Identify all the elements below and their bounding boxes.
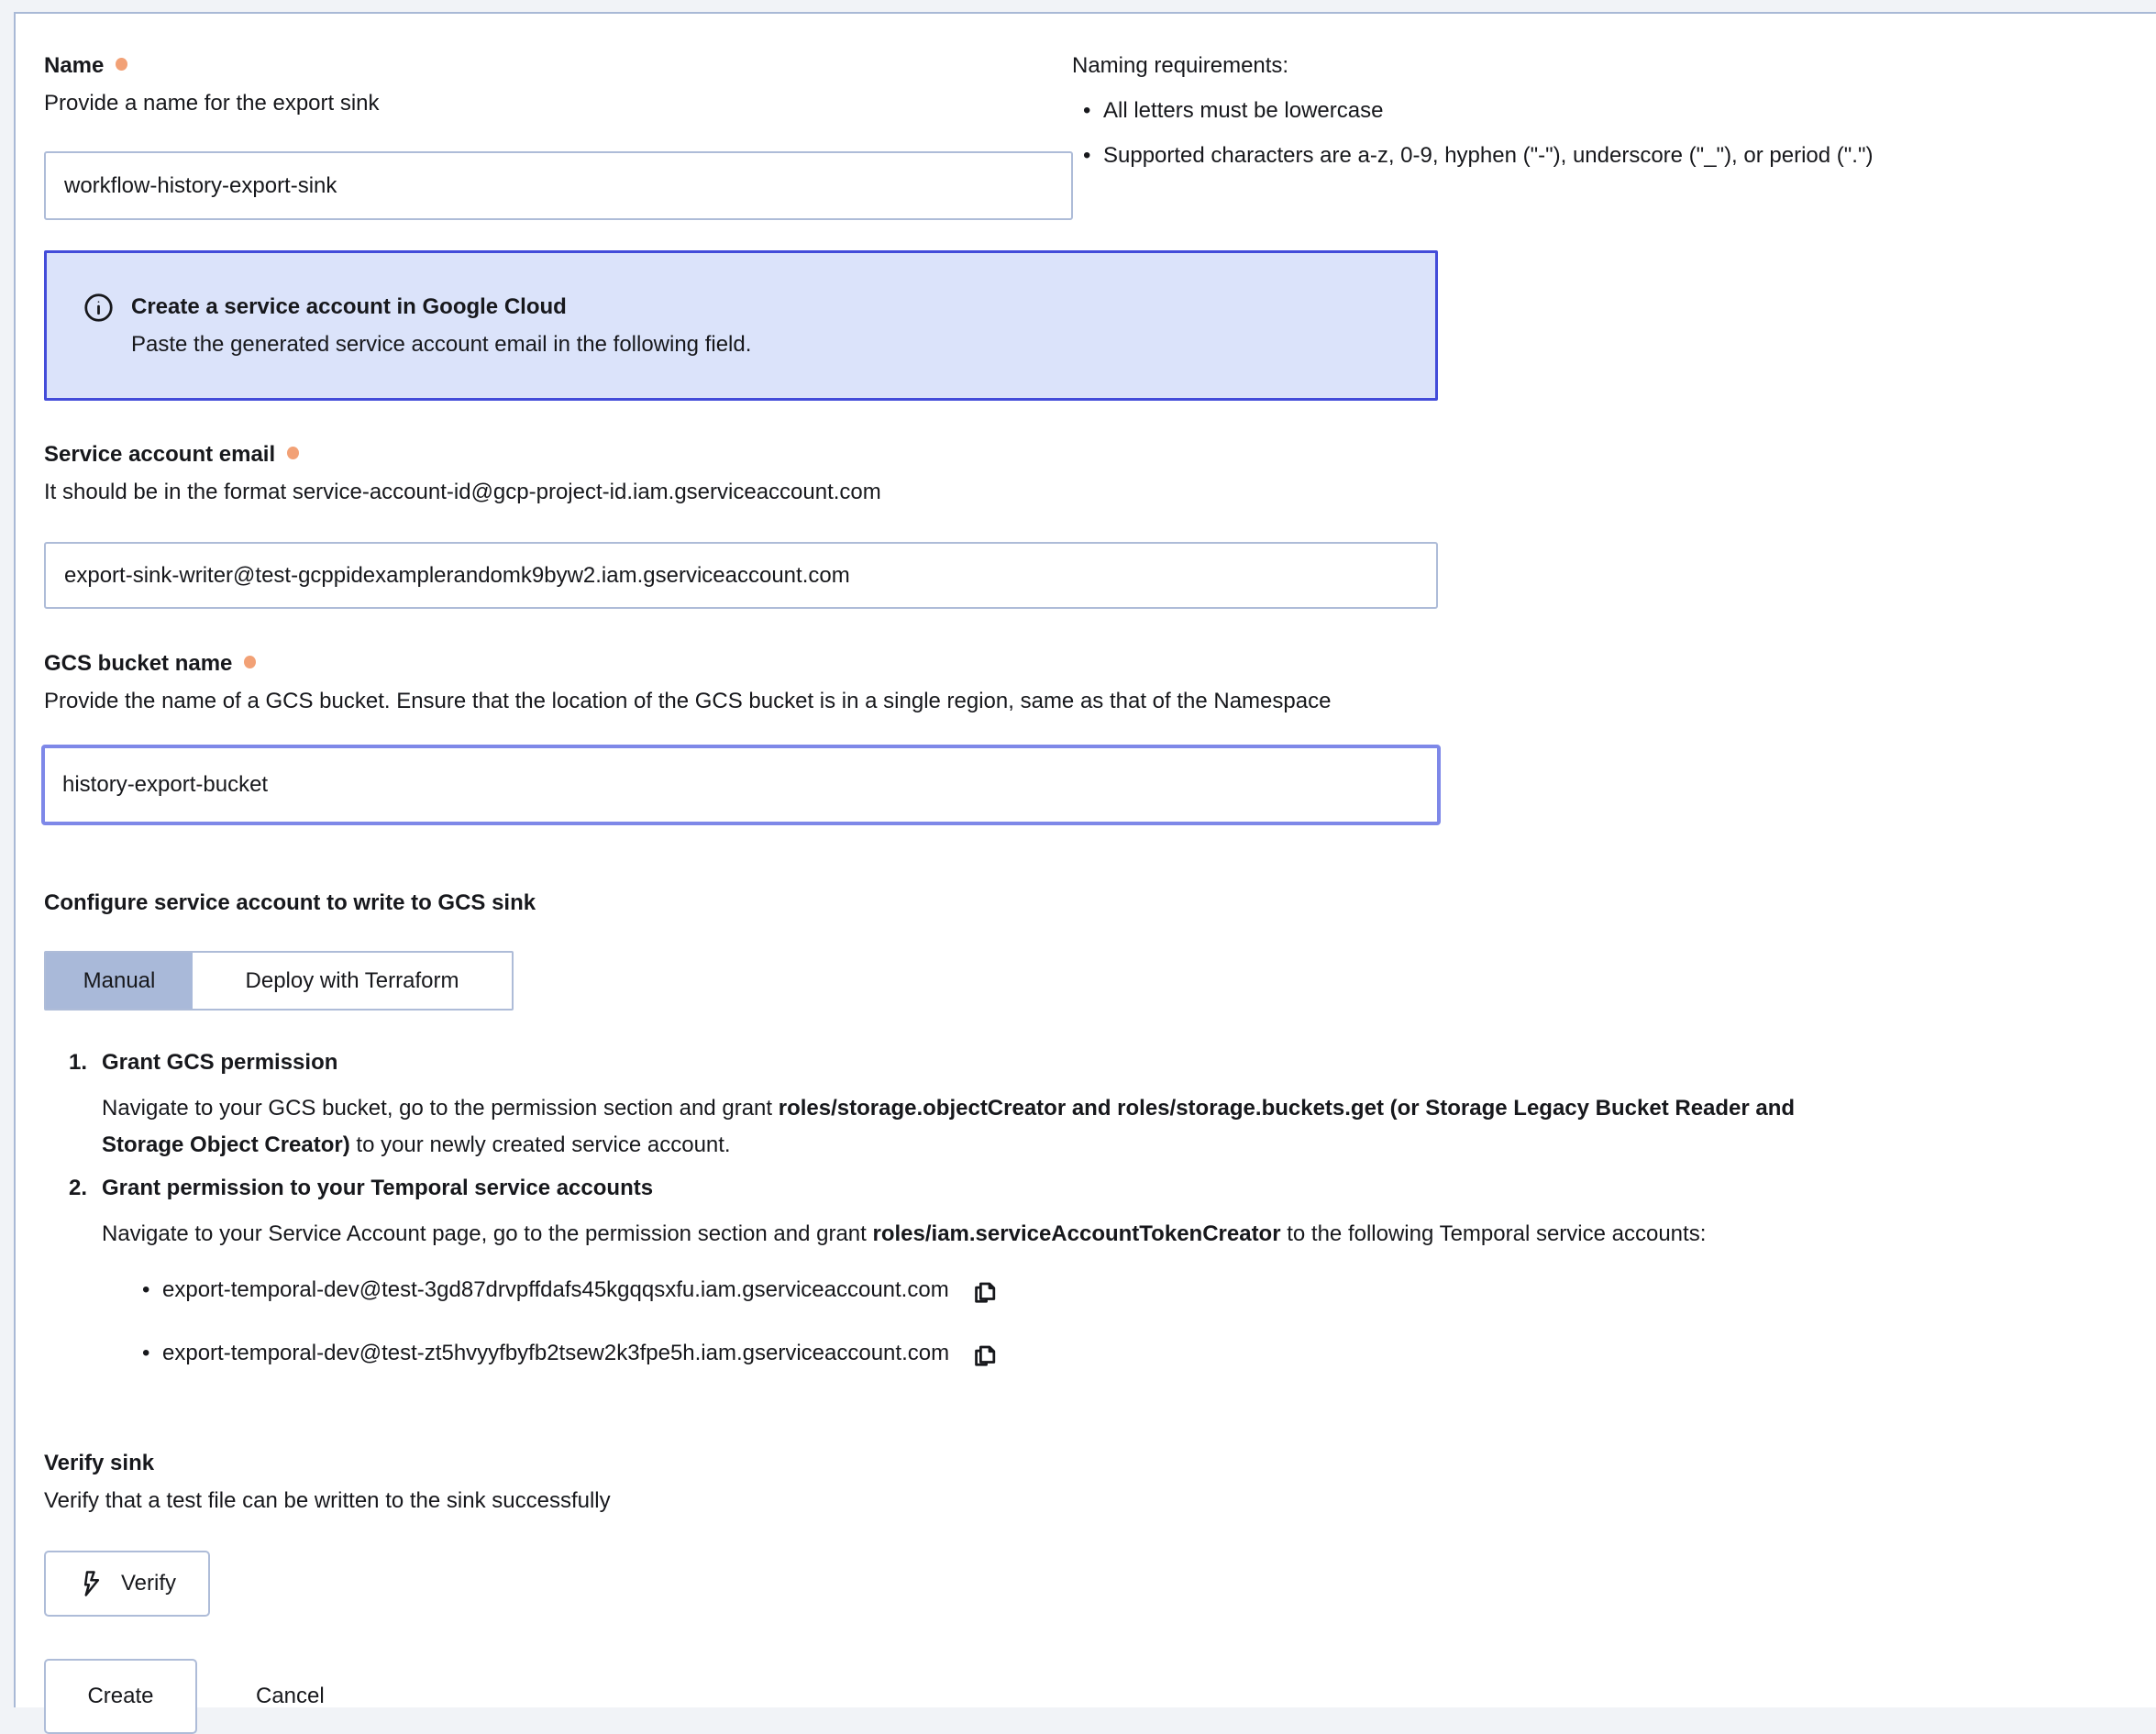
tab-deploy-with-terraform[interactable]	[193, 953, 512, 1009]
naming-requirement-text: Supported characters are a-z, 0-9, hyphen ("-"), underscore ("_"), or period (".")	[1103, 140, 1873, 171]
required-dot-icon	[287, 447, 299, 459]
name-label-text: Name	[44, 50, 104, 81]
info-banner	[44, 250, 1438, 401]
tab-terraform-label: Deploy with Terraform	[246, 968, 459, 994]
gcs-bucket-name-input[interactable]	[41, 745, 1441, 825]
step2-number: 2.	[69, 1173, 102, 1203]
tab-manual-label: Manual	[83, 968, 156, 994]
naming-requirement-item	[1072, 140, 2136, 171]
list-item	[142, 1275, 2156, 1306]
service-account-email-description: It should be in the format service-account-id@gcp-project-id.iam.gserviceaccount.com	[44, 477, 2156, 507]
info-banner-title: Create a service account in Google Cloud	[131, 292, 751, 322]
configure-section-title: Configure service account to write to GCS sink	[44, 888, 2156, 918]
create-button[interactable]: Create	[44, 1659, 197, 1734]
step1-title-text: Grant GCS permission	[102, 1047, 337, 1077]
verify-button[interactable]	[44, 1551, 210, 1617]
service-account-email-input[interactable]	[44, 542, 1438, 609]
manual-steps	[44, 1047, 2156, 1369]
gcs-bucket-name-label	[44, 648, 2156, 679]
copy-email-button[interactable]	[969, 1339, 1000, 1369]
step1-instructions	[102, 1090, 2101, 1164]
naming-requirement-text: All letters must be lowercase	[1103, 95, 1383, 126]
temporal-service-account-email: export-temporal-dev@test-zt5hvyyfbyfb2tsew2k3fpe5h.iam.gserviceaccount.com	[162, 1338, 949, 1369]
step2-title-text: Grant permission to your Temporal service accounts	[102, 1173, 653, 1203]
required-dot-icon	[116, 58, 127, 71]
verify-sink-description: Verify that a test file can be written to the sink successfully	[44, 1485, 2156, 1516]
form-panel	[14, 12, 2156, 1707]
naming-requirements-title: Naming requirements:	[1072, 50, 2136, 81]
step2-text-before: Navigate to your Service Account page, go to the permission section and grant	[102, 1221, 873, 1246]
step1-roles-bold: roles/storage.objectCreator and roles/storage.buckets.get (or Storage Legacy Bucket Reader and	[779, 1096, 1795, 1121]
step2-text-after: to the following Temporal service accounts:	[1281, 1221, 1707, 1246]
required-dot-icon	[244, 656, 256, 668]
list-item	[142, 1338, 2156, 1369]
info-icon	[83, 293, 114, 323]
gcs-bucket-name-description: Provide the name of a GCS bucket. Ensure that the location of the GCS bucket is in a single region, same as that of the Namespace	[44, 686, 2156, 716]
bullet-icon: •	[142, 1275, 162, 1306]
copy-icon	[969, 1339, 1000, 1369]
configure-tabs	[44, 951, 514, 1011]
cancel-button[interactable]: Cancel	[256, 1684, 325, 1709]
lightning-bolt-icon	[78, 1570, 105, 1597]
step1-title	[44, 1047, 2156, 1077]
verify-sink-title: Verify sink	[44, 1448, 2156, 1478]
step1-text-before: Navigate to your GCS bucket, go to the permission section and grant	[102, 1096, 779, 1121]
verify-button-label: Verify	[121, 1571, 176, 1596]
temporal-service-account-email: export-temporal-dev@test-3gd87drvpffdafs45kgqqsxfu.iam.gserviceaccount.com	[162, 1275, 949, 1306]
bullet-icon: •	[142, 1338, 162, 1369]
step2-title	[44, 1173, 2156, 1203]
gcs-bucket-name-label-text: GCS bucket name	[44, 648, 232, 679]
copy-email-button[interactable]	[969, 1276, 1000, 1306]
form-actions	[44, 1659, 2156, 1734]
export-sink-name-input[interactable]	[44, 151, 1073, 220]
step1-text-after: to your newly created service account.	[350, 1132, 731, 1157]
step2-instructions	[102, 1216, 2101, 1253]
naming-requirement-item	[1072, 95, 2136, 126]
step1-roles-bold-cont: Storage Object Creator)	[102, 1132, 350, 1157]
step1-number: 1.	[69, 1047, 102, 1077]
copy-icon	[969, 1276, 1000, 1306]
step2-role-bold: roles/iam.serviceAccountTokenCreator	[873, 1221, 1281, 1246]
naming-requirements	[1072, 50, 2136, 171]
bullet-icon: •	[1072, 140, 1103, 171]
service-account-email-label-text: Service account email	[44, 439, 275, 469]
temporal-service-account-list	[142, 1275, 2156, 1369]
info-banner-description: Paste the generated service account email in the following field.	[131, 329, 751, 359]
name-field-description: Provide a name for the export sink	[44, 88, 2156, 118]
tab-manual[interactable]	[46, 953, 193, 1009]
bullet-icon: •	[1072, 95, 1103, 126]
service-account-email-label	[44, 439, 2156, 469]
